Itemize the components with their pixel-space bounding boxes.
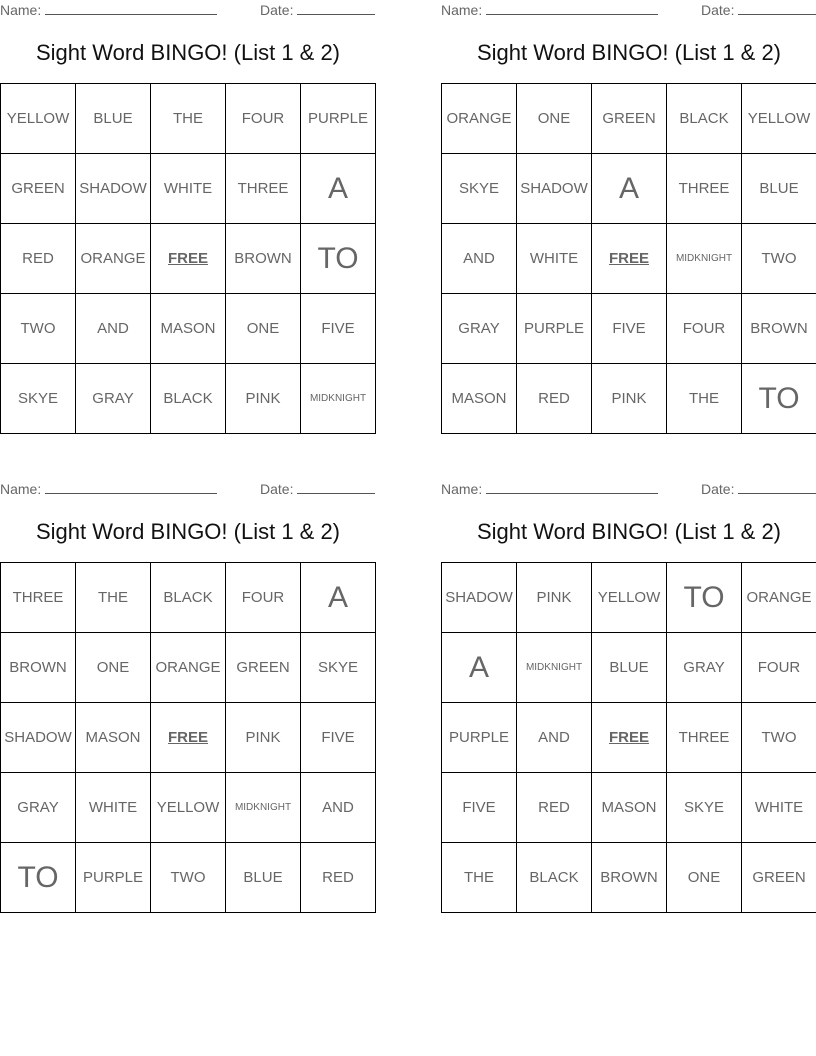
grid-row [1, 633, 376, 703]
grid-row [1, 364, 376, 434]
word-cell: TWO [742, 703, 816, 773]
word-cell: BLACK [517, 843, 592, 913]
word-cell: BLACK [151, 364, 226, 434]
date-line [738, 2, 816, 15]
name-line [45, 481, 217, 494]
word-cell: ONE [226, 294, 301, 364]
word-cell: MIDKNIGHT [301, 364, 376, 434]
name-line [486, 2, 658, 15]
word-cell: GRAY [1, 773, 76, 843]
word-cell: RED [301, 843, 376, 913]
date-line [738, 481, 816, 494]
word-cell: BROWN [226, 224, 301, 294]
name-field [441, 2, 658, 18]
bingo-grid [0, 83, 376, 434]
word-cell: SHADOW [517, 154, 592, 224]
name-date-row [0, 2, 376, 20]
word-cell: SHADOW [1, 703, 76, 773]
grid-row [442, 364, 816, 434]
word-cell: BLUE [226, 843, 301, 913]
word-cell: PINK [517, 563, 592, 633]
word-cell: THREE [226, 154, 301, 224]
word-cell: FOUR [226, 563, 301, 633]
word-cell: SKYE [301, 633, 376, 703]
free-space-cell: FREE [151, 224, 226, 294]
word-cell: THE [76, 563, 151, 633]
word-cell: FOUR [742, 633, 816, 703]
grid-row [1, 563, 376, 633]
date-field [701, 481, 816, 497]
word-cell: TO [301, 224, 376, 294]
word-cell: MASON [442, 364, 517, 434]
word-cell: PINK [592, 364, 667, 434]
grid-row [1, 154, 376, 224]
name-date-row [441, 481, 816, 499]
card-title: Sight Word BINGO! (List 1 & 2) [476, 519, 782, 544]
free-space-cell: FREE [592, 224, 667, 294]
word-cell: RED [517, 364, 592, 434]
date-line [297, 481, 375, 494]
card-title: Sight Word BINGO! (List 1 & 2) [35, 519, 341, 544]
word-cell: THE [442, 843, 517, 913]
word-cell: ORANGE [742, 563, 816, 633]
word-cell: ONE [76, 633, 151, 703]
word-cell: YELLOW [1, 84, 76, 154]
word-cell: BROWN [1, 633, 76, 703]
grid-row [442, 633, 816, 703]
word-cell: A [301, 563, 376, 633]
word-cell: THREE [667, 154, 742, 224]
word-cell: SHADOW [442, 563, 517, 633]
name-line [486, 481, 658, 494]
word-cell: PURPLE [76, 843, 151, 913]
word-cell: WHITE [742, 773, 816, 843]
name-label: Name: [441, 481, 483, 497]
word-cell: FIVE [301, 703, 376, 773]
word-cell: GREEN [592, 84, 667, 154]
word-cell: YELLOW [592, 563, 667, 633]
name-date-row [0, 481, 376, 499]
word-cell: WHITE [76, 773, 151, 843]
word-cell: FIVE [442, 773, 517, 843]
word-cell: WHITE [517, 224, 592, 294]
date-field [260, 481, 375, 497]
card-title: Sight Word BINGO! (List 1 & 2) [35, 40, 341, 65]
word-cell: YELLOW [151, 773, 226, 843]
grid-row [442, 563, 816, 633]
word-cell: RED [517, 773, 592, 843]
word-cell: THE [667, 364, 742, 434]
date-field [260, 2, 375, 18]
word-cell: THREE [667, 703, 742, 773]
word-cell: GREEN [742, 843, 816, 913]
card-title: Sight Word BINGO! (List 1 & 2) [476, 40, 782, 65]
grid-row [442, 703, 816, 773]
word-cell: GREEN [1, 154, 76, 224]
word-cell: AND [517, 703, 592, 773]
word-cell: RED [1, 224, 76, 294]
name-field [0, 2, 217, 18]
date-label: Date: [260, 481, 294, 497]
word-cell: TWO [742, 224, 816, 294]
name-date-row [441, 2, 816, 20]
word-cell: PURPLE [442, 703, 517, 773]
name-field [0, 481, 217, 497]
word-cell: AND [76, 294, 151, 364]
word-cell: ONE [517, 84, 592, 154]
word-cell: AND [442, 224, 517, 294]
word-cell: THREE [1, 563, 76, 633]
word-cell: BLUE [76, 84, 151, 154]
word-cell: MASON [592, 773, 667, 843]
word-cell: TO [1, 843, 76, 913]
word-cell: ORANGE [442, 84, 517, 154]
free-space-cell: FREE [151, 703, 226, 773]
word-cell: SHADOW [76, 154, 151, 224]
word-cell: ORANGE [76, 224, 151, 294]
grid-row [1, 843, 376, 913]
word-cell: MASON [76, 703, 151, 773]
word-cell: MIDKNIGHT [517, 633, 592, 703]
word-cell: FIVE [592, 294, 667, 364]
word-cell: PINK [226, 703, 301, 773]
date-label: Date: [701, 2, 735, 18]
date-field [701, 2, 816, 18]
word-cell: TWO [1, 294, 76, 364]
word-cell: MIDKNIGHT [667, 224, 742, 294]
word-cell: BLUE [742, 154, 816, 224]
word-cell: SKYE [442, 154, 517, 224]
grid-row [442, 154, 816, 224]
word-cell: AND [301, 773, 376, 843]
word-cell: BROWN [742, 294, 816, 364]
bingo-grid [441, 83, 816, 434]
name-field [441, 481, 658, 497]
word-cell: BROWN [592, 843, 667, 913]
bingo-grid [441, 562, 816, 913]
word-cell: THE [151, 84, 226, 154]
word-cell: WHITE [151, 154, 226, 224]
word-cell: ORANGE [151, 633, 226, 703]
word-cell: GREEN [226, 633, 301, 703]
word-cell: PURPLE [517, 294, 592, 364]
name-line [45, 2, 217, 15]
word-cell: A [442, 633, 517, 703]
grid-row [442, 773, 816, 843]
name-label: Name: [0, 2, 42, 18]
grid-row [1, 703, 376, 773]
name-label: Name: [0, 481, 42, 497]
word-cell: ONE [667, 843, 742, 913]
word-cell: FOUR [667, 294, 742, 364]
word-cell: PINK [226, 364, 301, 434]
word-cell: FIVE [301, 294, 376, 364]
grid-row [442, 843, 816, 913]
grid-row [1, 294, 376, 364]
grid-row [442, 294, 816, 364]
word-cell: SKYE [1, 364, 76, 434]
date-label: Date: [260, 2, 294, 18]
word-cell: GRAY [442, 294, 517, 364]
word-cell: BLACK [667, 84, 742, 154]
word-cell: GRAY [76, 364, 151, 434]
date-line [297, 2, 375, 15]
word-cell: BLACK [151, 563, 226, 633]
word-cell: SKYE [667, 773, 742, 843]
word-cell: A [592, 154, 667, 224]
free-space-cell: FREE [592, 703, 667, 773]
word-cell: MASON [151, 294, 226, 364]
word-cell: FOUR [226, 84, 301, 154]
word-cell: A [301, 154, 376, 224]
word-cell: YELLOW [742, 84, 816, 154]
bingo-grid [0, 562, 376, 913]
word-cell: GRAY [667, 633, 742, 703]
name-label: Name: [441, 2, 483, 18]
grid-row [442, 84, 816, 154]
word-cell: MIDKNIGHT [226, 773, 301, 843]
word-cell: TWO [151, 843, 226, 913]
word-cell: BLUE [592, 633, 667, 703]
grid-row [442, 224, 816, 294]
word-cell: TO [742, 364, 816, 434]
grid-row [1, 773, 376, 843]
grid-row [1, 224, 376, 294]
word-cell: TO [667, 563, 742, 633]
grid-row [1, 84, 376, 154]
date-label: Date: [701, 481, 735, 497]
word-cell: PURPLE [301, 84, 376, 154]
